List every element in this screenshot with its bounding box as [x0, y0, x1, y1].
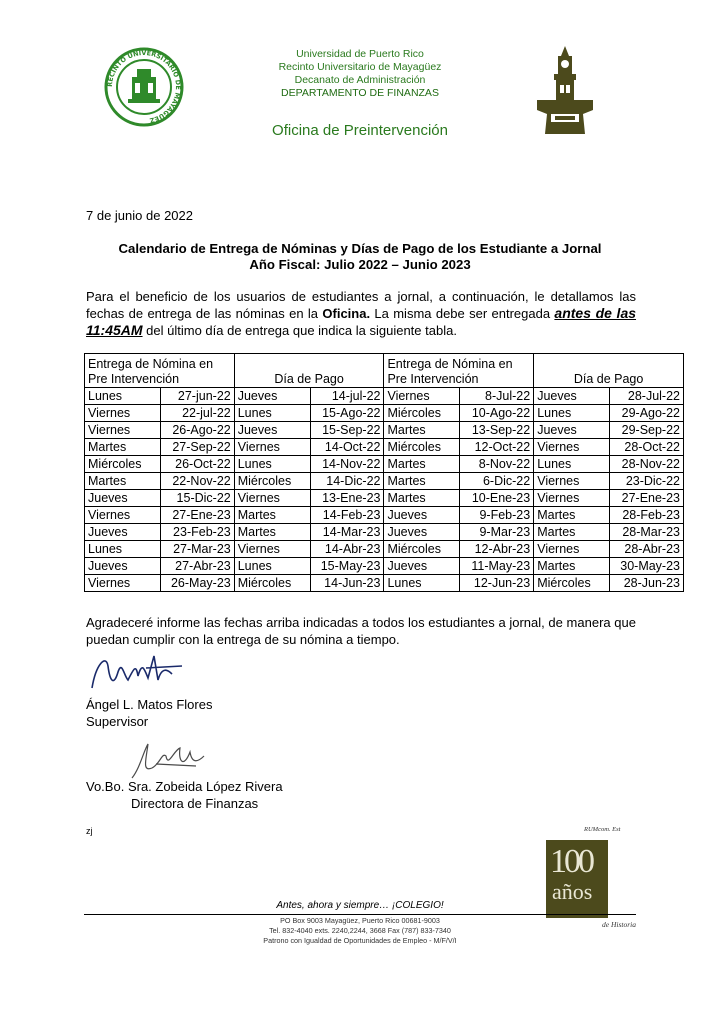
payroll-calendar-table — [84, 353, 684, 592]
entrega-date-left: 27-Ene-23 — [160, 507, 234, 524]
anniversary-bottom-text: de Historia — [602, 920, 636, 929]
entrega-day-left: Viernes — [85, 507, 161, 524]
signer2-line — [86, 778, 283, 795]
pago-day-right: Lunes — [534, 456, 610, 473]
pago-day-left: Miércoles — [234, 575, 310, 592]
department-name: DEPARTAMENTO DE FINANZAS — [281, 87, 439, 99]
table-row — [85, 456, 684, 473]
university-seal — [104, 47, 184, 127]
pago-date-right: 28-Oct-22 — [610, 439, 684, 456]
entrega-date-left: 27-Mar-23 — [160, 541, 234, 558]
entrega-date-left: 22-jul-22 — [160, 405, 234, 422]
intro-paragraph — [86, 288, 636, 339]
footer-slogan: Antes, ahora y siempre… ¡COLEGIO! — [276, 900, 444, 911]
entrega-date-left: 27-jun-22 — [160, 388, 234, 405]
entrega-date-right: 10-Ago-22 — [460, 405, 534, 422]
entrega-date-right: 12-Oct-22 — [460, 439, 534, 456]
pago-day-left: Viernes — [234, 541, 310, 558]
entrega-day-right: Miércoles — [384, 405, 460, 422]
pago-date-right: 28-Abr-23 — [610, 541, 684, 558]
signer2-role: Directora de Finanzas — [131, 796, 259, 811]
signer2-name: Sra. Zobeida López Rivera — [127, 779, 283, 794]
intro-text-1: Para el beneficio de los usuarios de estudiantes a jornal, a continuación, le detallamos las fechas de entrega de las nóminas en la — [86, 289, 636, 321]
pago-day-right: Jueves — [534, 388, 610, 405]
pago-date-left: 15-May-23 — [310, 558, 384, 575]
table-row — [85, 575, 684, 592]
pago-day-left: Lunes — [234, 558, 310, 575]
entrega-date-left: 23-Feb-23 — [160, 524, 234, 541]
pago-date-left: 15-Ago-22 — [310, 405, 384, 422]
footer-address: PO Box 9003 Mayagüez, Puerto Rico 00681-9003 — [280, 916, 440, 925]
pago-day-left: Miércoles — [234, 473, 310, 490]
pago-day-right: Viernes — [534, 473, 610, 490]
entrega-date-left: 26-Ago-22 — [160, 422, 234, 439]
pago-date-left: 14-Jun-23 — [310, 575, 384, 592]
entrega-day-right: Viernes — [384, 388, 460, 405]
entrega-day-left: Viernes — [85, 575, 161, 592]
entrega-date-right: 13-Sep-22 — [460, 422, 534, 439]
anniversary-number: 100 — [550, 843, 592, 880]
pago-day-right: Jueves — [534, 422, 610, 439]
entrega-day-right: Martes — [384, 473, 460, 490]
pago-date-right: 28-Mar-23 — [610, 524, 684, 541]
tower-logo — [535, 44, 595, 136]
table-header-row — [85, 354, 684, 388]
header-entrega-left: Entrega de Nómina en Pre Intervención — [85, 354, 235, 388]
entrega-date-right: 11-May-23 — [460, 558, 534, 575]
pago-date-right: 29-Ago-22 — [610, 405, 684, 422]
table-row — [85, 388, 684, 405]
entrega-date-left: 27-Sep-22 — [160, 439, 234, 456]
entrega-date-right: 12-Abr-23 — [460, 541, 534, 558]
pago-date-right: 29-Sep-22 — [610, 422, 684, 439]
header-entrega-right: Entrega de Nómina en Pre Intervención — [384, 354, 534, 388]
pago-day-left: Viernes — [234, 439, 310, 456]
pago-day-right: Martes — [534, 524, 610, 541]
entrega-day-left: Lunes — [85, 541, 161, 558]
pago-day-left: Jueves — [234, 422, 310, 439]
pago-date-left: 15-Sep-22 — [310, 422, 384, 439]
entrega-date-right: 10-Ene-23 — [460, 490, 534, 507]
footer-phones: Tel. 832-4040 exts. 2240,2244, 3668 Fax (787) 833-7340 — [269, 926, 451, 935]
entrega-date-right: 6-Dic-22 — [460, 473, 534, 490]
table-row — [85, 558, 684, 575]
pago-day-left: Lunes — [234, 405, 310, 422]
entrega-day-left: Lunes — [85, 388, 161, 405]
table-row — [85, 473, 684, 490]
entrega-day-right: Lunes — [384, 575, 460, 592]
letter-date: 7 de junio de 2022 — [86, 208, 193, 223]
typist-initials: zj — [86, 826, 93, 836]
entrega-day-right: Miércoles — [384, 541, 460, 558]
pago-day-left: Martes — [234, 507, 310, 524]
campus-name: Recinto Universitario de Mayagüez — [278, 61, 442, 73]
pago-date-left: 14-jul-22 — [310, 388, 384, 405]
entrega-day-left: Miércoles — [85, 456, 161, 473]
signature-1 — [88, 646, 188, 696]
closing-paragraph: Agradeceré informe las fechas arriba indicadas a todos los estudiantes a jornal, de manera que puedan cumplir con la entrega de su nómina a tiempo. — [86, 615, 636, 647]
entrega-date-left: 26-Oct-22 — [160, 456, 234, 473]
document-title: Calendario de Entrega de Nóminas y Días de Pago de los Estudiante a Jornal — [118, 241, 602, 256]
entrega-day-left: Martes — [85, 473, 161, 490]
entrega-day-right: Martes — [384, 456, 460, 473]
entrega-day-right: Martes — [384, 422, 460, 439]
table-row — [85, 439, 684, 456]
pago-day-right: Lunes — [534, 405, 610, 422]
pago-date-right: 30-May-23 — [610, 558, 684, 575]
deadline-text: antes de las 11:45AM — [86, 305, 637, 338]
entrega-date-right: 12-Jun-23 — [460, 575, 534, 592]
pago-day-left: Lunes — [234, 456, 310, 473]
entrega-day-left: Jueves — [85, 490, 161, 507]
pago-date-right: 28-Jul-22 — [610, 388, 684, 405]
entrega-day-left: Jueves — [85, 558, 161, 575]
pago-date-right: 23-Dic-22 — [610, 473, 684, 490]
pago-date-left: 14-Nov-22 — [310, 456, 384, 473]
table-row — [85, 405, 684, 422]
entrega-date-right: 9-Mar-23 — [460, 524, 534, 541]
table-row — [85, 422, 684, 439]
entrega-date-right: 8-Nov-22 — [460, 456, 534, 473]
pago-date-right: 27-Ene-23 — [610, 490, 684, 507]
pago-day-right: Miércoles — [534, 575, 610, 592]
entrega-day-right: Martes — [384, 490, 460, 507]
pago-date-left: 14-Oct-22 — [310, 439, 384, 456]
entrega-day-right: Jueves — [384, 507, 460, 524]
pago-day-left: Viernes — [234, 490, 310, 507]
deanship-name: Decanato de Administración — [294, 74, 426, 86]
intro-office: Oficina. — [322, 306, 371, 321]
footer-rule — [84, 914, 636, 915]
entrega-date-left: 27-Abr-23 — [160, 558, 234, 575]
signer1-name: Ángel L. Matos Flores — [86, 697, 213, 712]
pago-day-left: Martes — [234, 524, 310, 541]
pago-date-left: 14-Dic-22 — [310, 473, 384, 490]
header-pago-right: Día de Pago — [534, 354, 684, 388]
entrega-date-right: 9-Feb-23 — [460, 507, 534, 524]
footer-equal-opportunity: Patrono con Igualdad de Oportunidades de Empleo - M/F/V/I — [263, 936, 457, 945]
entrega-day-right: Miércoles — [384, 439, 460, 456]
university-name: Universidad de Puerto Rico — [296, 48, 424, 60]
intro-text-2: La misma debe ser entregada — [370, 306, 555, 321]
entrega-day-right: Jueves — [384, 524, 460, 541]
table-row — [85, 490, 684, 507]
signer1-role: Supervisor — [86, 714, 149, 729]
pago-date-right: 28-Jun-23 — [610, 575, 684, 592]
pago-day-right: Martes — [534, 507, 610, 524]
entrega-day-right: Jueves — [384, 558, 460, 575]
entrega-date-left: 15-Dic-22 — [160, 490, 234, 507]
pago-day-right: Viernes — [534, 439, 610, 456]
entrega-day-left: Martes — [85, 439, 161, 456]
pago-date-right: 28-Nov-22 — [610, 456, 684, 473]
anniversary-top-text: RUMcom. Est — [584, 826, 621, 833]
pago-day-right: Martes — [534, 558, 610, 575]
pago-date-right: 28-Feb-23 — [610, 507, 684, 524]
entrega-date-left: 26-May-23 — [160, 575, 234, 592]
table-row — [85, 507, 684, 524]
pago-date-left: 13-Ene-23 — [310, 490, 384, 507]
office-name: Oficina de Preintervención — [272, 122, 448, 139]
pago-date-left: 14-Feb-23 — [310, 507, 384, 524]
intro-text-3: del último día de entrega que indica la siguiente tabla. — [142, 323, 457, 338]
header-pago-left: Día de Pago — [234, 354, 384, 388]
pago-date-left: 14-Abr-23 — [310, 541, 384, 558]
pago-day-right: Viernes — [534, 490, 610, 507]
vobo-prefix: Vo.Bo. — [86, 779, 125, 794]
anniversary-word: años — [552, 879, 593, 904]
pago-day-left: Jueves — [234, 388, 310, 405]
entrega-day-left: Viernes — [85, 422, 161, 439]
table-row — [85, 524, 684, 541]
seal-text: RECINTO UNIVERSITARIO DE MAYAGÜEZ — [105, 48, 183, 125]
fiscal-year-title: Año Fiscal: Julio 2022 – Junio 2023 — [249, 257, 471, 272]
entrega-date-left: 22-Nov-22 — [160, 473, 234, 490]
entrega-date-right: 8-Jul-22 — [460, 388, 534, 405]
entrega-day-left: Jueves — [85, 524, 161, 541]
pago-date-left: 14-Mar-23 — [310, 524, 384, 541]
pago-day-right: Viernes — [534, 541, 610, 558]
table-row — [85, 541, 684, 558]
entrega-day-left: Viernes — [85, 405, 161, 422]
